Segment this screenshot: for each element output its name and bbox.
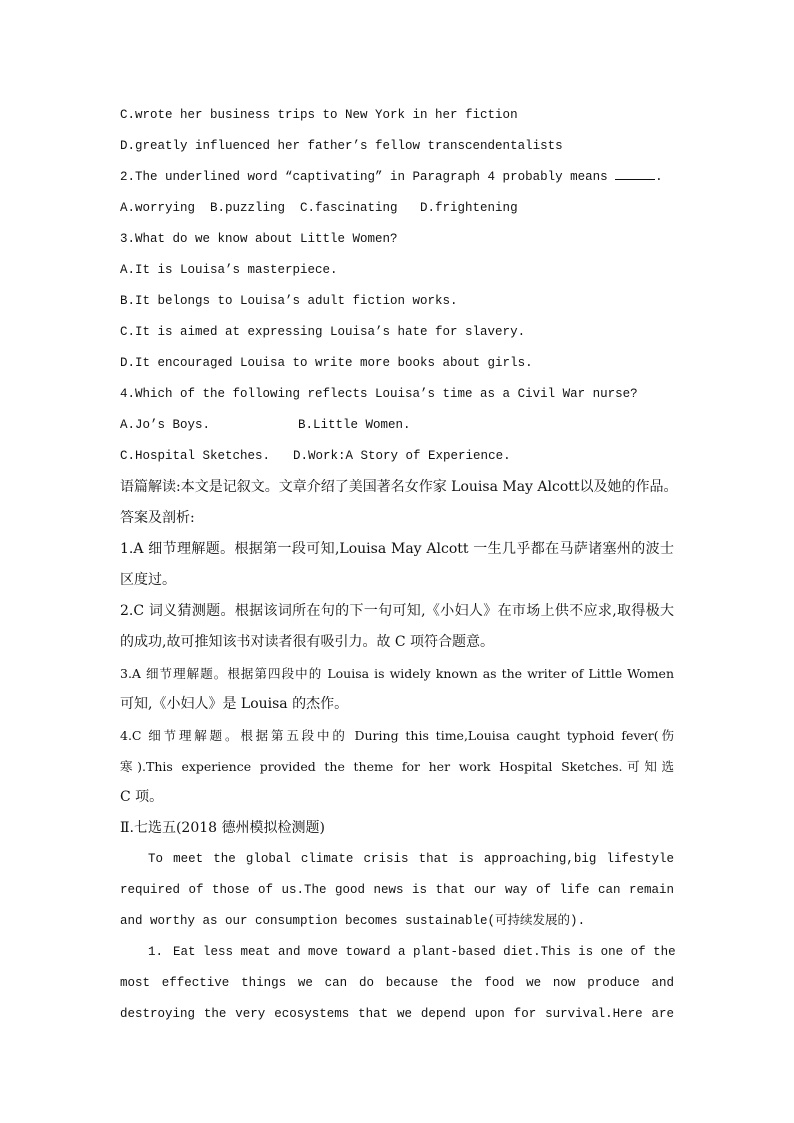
section-heading: Ⅱ.七选五(2018 德州模拟检测题) [120,820,325,836]
q1-option-c: C.wrote her business trips to New York in her fiction [120,108,518,122]
q3-option-d: D.It encouraged Louisa to write more books about girls. [120,356,533,370]
passage-paragraph-2-text: Eat less meat and move toward a plant-based diet.This is one of the [173,945,676,959]
q2-stem [120,162,674,193]
q3-option-a: A.It is Louisa’s masterpiece. [120,263,338,277]
answer-4-line-2: 寒).This experience provided the theme for her work Hospital Sketches.可知选 [120,759,674,774]
answer-1-line-1: 1.A 细节理解题。根据第一段可知,Louisa May Alcott 一生几乎都在马萨诸塞州的波士 [120,541,674,557]
answer-blank [615,165,655,180]
answer-4-line-1: 4.C 细节理解题。根据第五段中的 During this time,Louisa caught typhoid fever(伤 [120,728,674,743]
q4-option-a: A.Jo’s Boys. [120,418,211,432]
answers-heading: 答案及剖析: [120,510,195,526]
q2-stem-end: . [655,170,663,184]
passage-summary: 语篇解读:本文是记叙文。文章介绍了美国著名女作家 Louisa May Alcott以及她的作品。 [120,479,678,495]
q2-options: A.worrying B.puzzling C.fascinating D.frightening [120,201,518,215]
q2-stem-text: 2.The underlined word “captivating” in Paragraph 4 probably means [120,170,608,184]
q4-option-b: B.Little Women. [298,418,411,432]
answer-3-line-1: 3.A 细节理解题。根据第四段中的 Louisa is widely known as the writer of Little Women [120,666,674,681]
answer-2-line-1: 2.C 词义猜测题。根据该词所在句的下一句可知,《小妇人》在市场上供不应求,取得极大 [120,603,674,619]
q4-options-ab [120,410,674,441]
passage-paragraph-2-line-1 [120,937,674,968]
passage-paragraph-2-line-3: destroying the very ecosystems that we depend upon for survival.Here are [120,1007,674,1021]
q4-option-d: D.Work:A Story of Experience. [293,449,511,463]
passage-paragraph-1-line-1: To meet the global climate crisis that is approaching,big lifestyle [148,852,674,866]
q1-option-d: D.greatly influenced her father’s fellow transcendentalists [120,139,563,153]
answer-2-line-2: 的成功,故可推知该书对读者很有吸引力。故 C 项符合题意。 [120,634,495,650]
answer-3-line-2: 可知,《小妇人》是 Louisa 的杰作。 [120,696,349,712]
blank-number: 1. [148,945,164,959]
q4-stem: 4.Which of the following reflects Louisa’s time as a Civil War nurse? [120,387,638,401]
q3-stem: 3.What do we know about Little Women? [120,232,398,246]
answer-1-line-2: 区度过。 [120,572,176,588]
q4-options-cd [120,441,674,472]
passage-paragraph-1-line-3: and worthy as our consumption becomes sustainable(可持续发展的). [120,914,586,928]
q3-option-b: B.It belongs to Louisa’s adult fiction works. [120,294,458,308]
q4-option-c: C.Hospital Sketches. [120,449,271,463]
passage-paragraph-2-line-2: most effective things we can do because the food we now produce and [120,976,674,990]
q3-option-c: C.It is aimed at expressing Louisa’s hate for slavery. [120,325,526,339]
answer-4-line-3: C 项。 [120,789,164,805]
passage-paragraph-1-line-2: required of those of us.The good news is that our way of life can remain [120,883,674,897]
document-content [120,100,678,1030]
